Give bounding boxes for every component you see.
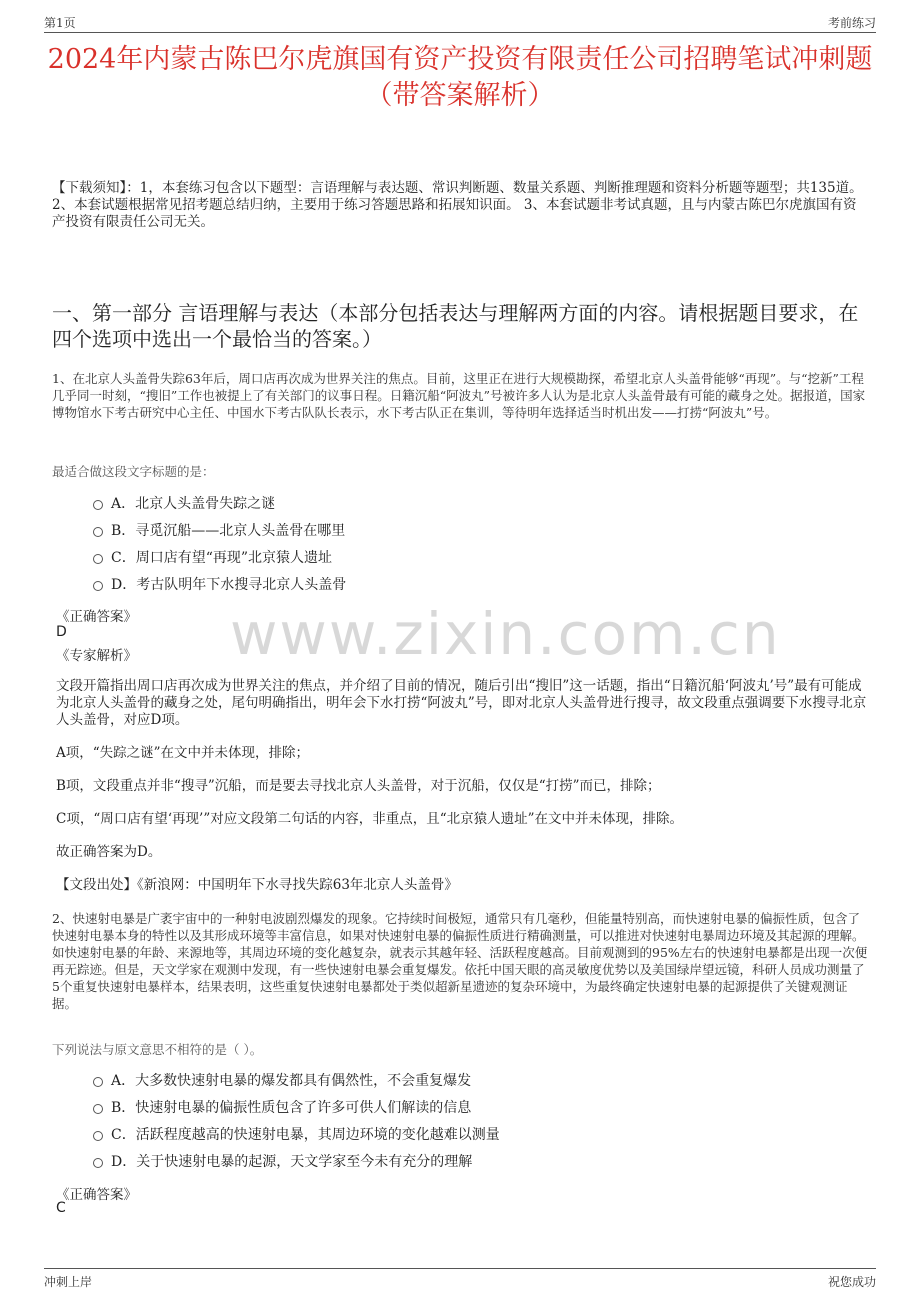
page-number: 第1页 bbox=[44, 16, 76, 30]
watermark: www.zixin.com.cn bbox=[230, 600, 781, 668]
radio-icon[interactable] bbox=[93, 1131, 103, 1141]
page-footer bbox=[44, 1268, 876, 1289]
document-title: 2024年内蒙古陈巴尔虎旗国有资产投资有限责任公司招聘笔试冲刺题（带答案解析） bbox=[47, 44, 873, 111]
radio-icon[interactable] bbox=[93, 1158, 103, 1168]
q2-option-c[interactable] bbox=[93, 1125, 500, 1145]
q1-analysis-paragraph: 文段开篇指出周口店再次成为世界关注的焦点，并介绍了目前的情况，随后引出“搜旧”这一话题，指出“日籍沉船‘阿波丸’号”最有可能成为北京人头盖骨的藏身之处，尾句明确指出，明年会下水打捞“阿波丸”号，即对北京人头盖骨进行搜寻，故文段重点强调要下水搜寻北京人头盖骨，对应D项。 bbox=[56, 678, 867, 728]
q1-option-c[interactable] bbox=[93, 548, 332, 568]
q1-analysis-paragraph: A项，“失踪之谜”在文中并未体现，排除； bbox=[56, 745, 310, 761]
option-label: C．活跃程度越高的快速射电暴，其周边环境的变化越难以测量 bbox=[111, 1127, 500, 1143]
header-label: 考前练习 bbox=[827, 16, 876, 30]
q1-option-b[interactable] bbox=[93, 521, 345, 541]
q1-option-d[interactable] bbox=[93, 575, 346, 595]
question-1-prompt: 最适合做这段文字标题的是： bbox=[52, 464, 215, 479]
q2-option-a[interactable] bbox=[93, 1071, 471, 1091]
question-1-text: 1、在北京人头盖骨失踪63年后，周口店再次成为世界关注的焦点。目前，这里正在进行大规模勘探，希望北京人头盖骨能够“再现”。与“挖新”工程几乎同一时刻，“搜旧”工作也被提上了有关部门的议事日程。日籍沉船“阿波丸”号被许多人认为是北京人头盖骨最有可能的藏身之处。据报道，国家博物馆水下考古研究中心主任、中国水下考古队队长表示，水下考古队正在集训，等待明年选择适当时机出发——打捞“阿波丸”号。 bbox=[52, 371, 866, 420]
radio-icon[interactable] bbox=[93, 1077, 103, 1087]
footer-left: 冲刺上岸 bbox=[44, 1275, 93, 1289]
q2-option-d[interactable] bbox=[93, 1152, 472, 1172]
option-label: C．周口店有望“再现”北京猿人遗址 bbox=[111, 550, 333, 566]
q2-option-b[interactable] bbox=[93, 1098, 471, 1118]
page-header bbox=[44, 12, 876, 33]
question-2-text: 2、快速射电暴是广袤宇宙中的一种射电波剧烈爆发的现象。它持续时间极短，通常只有几毫秒，但能量特别高，而快速射电暴的偏振性质，包含了快速射电暴本身的特性以及其形成环境等丰富信息，如果对快速射电暴的偏振性质进行精确测量，可以推进对快速射电暴周边环境及其起源的理解。如快速射电暴的年龄、来源地等，其周边环境的变化越复杂，就表示其越年轻、活跃程度越高。目前观测到的95%左右的快速射电暴都是出现一次便再无踪迹。但是，天文学家在观测中发现，有一些快速射电暴会重复爆发。依托中国天眼的高灵敏度优势以及美国绿岸望远镜，科研人员成功测量了5个重复快速射电暴样本，结果表明，这些重复快速射电暴都处于类似超新星遗迹的复杂环境中，为最终确定快速射电暴的起源提供了关键观测证据。 bbox=[52, 911, 868, 1011]
q2-answer-label: 《正确答案》 bbox=[56, 1187, 137, 1203]
option-label: D．考古队明年下水搜寻北京人头盖骨 bbox=[111, 577, 347, 593]
q1-analysis-paragraph: 故正确答案为D。 bbox=[56, 844, 162, 860]
section-heading: 一、第一部分 言语理解与表达（本部分包括表达与理解两方面的内容。请根据题目要求，在四个选项中选出一个最恰当的答案。） bbox=[52, 301, 859, 351]
radio-icon[interactable] bbox=[93, 581, 103, 591]
q2-answer: C bbox=[56, 1200, 66, 1216]
option-label: A．北京人头盖骨失踪之谜 bbox=[111, 496, 276, 512]
question-2-prompt: 下列说法与原文意思不相符的是（ ）。 bbox=[52, 1042, 263, 1057]
radio-icon[interactable] bbox=[93, 527, 103, 537]
q1-analysis-paragraph: C项，“周口店有望‘再现’”对应文段第二句话的内容，非重点，且“北京猿人遗址”在文中并未体现，排除。 bbox=[56, 811, 684, 827]
q1-analysis-paragraph: B项，文段重点并非“搜寻”沉船，而是要去寻找北京人头盖骨，对于沉船，仅仅是“打捞”而已，排除； bbox=[56, 778, 661, 794]
option-label: B．快速射电暴的偏振性质包含了许多可供人们解读的信息 bbox=[111, 1100, 472, 1116]
download-notice: 【下载须知】：1，本套练习包含以下题型：言语理解与表达题、常识判断题、数量关系题、判断推理题和资料分析题等题型；共135道。 2、本套试题根据常见招考题总结归纳，主要用于练习答题思路和拓展知识面。 3、本套试题非考试真题，且与内蒙古陈巴尔虎旗国有资产投资有限责任公司无关。 bbox=[52, 180, 863, 230]
q1-option-a[interactable] bbox=[93, 494, 275, 514]
radio-icon[interactable] bbox=[93, 1104, 103, 1114]
footer-right: 祝您成功 bbox=[827, 1275, 876, 1289]
radio-icon[interactable] bbox=[93, 500, 103, 510]
option-label: A．大多数快速射电暴的爆发都具有偶然性，不会重复爆发 bbox=[111, 1073, 472, 1089]
q1-answer-label: 《正确答案》 bbox=[56, 609, 137, 625]
q1-source: 【文段出处】《新浪网：中国明年下水寻找失踪63年北京人头盖骨》 bbox=[56, 877, 458, 893]
q1-analysis-label: 《专家解析》 bbox=[56, 648, 137, 664]
option-label: B．寻觅沉船——北京人头盖骨在哪里 bbox=[111, 523, 346, 539]
option-label: D．关于快速射电暴的起源，天文学家至今未有充分的理解 bbox=[111, 1154, 473, 1170]
radio-icon[interactable] bbox=[93, 554, 103, 564]
q1-answer: D bbox=[56, 624, 67, 640]
